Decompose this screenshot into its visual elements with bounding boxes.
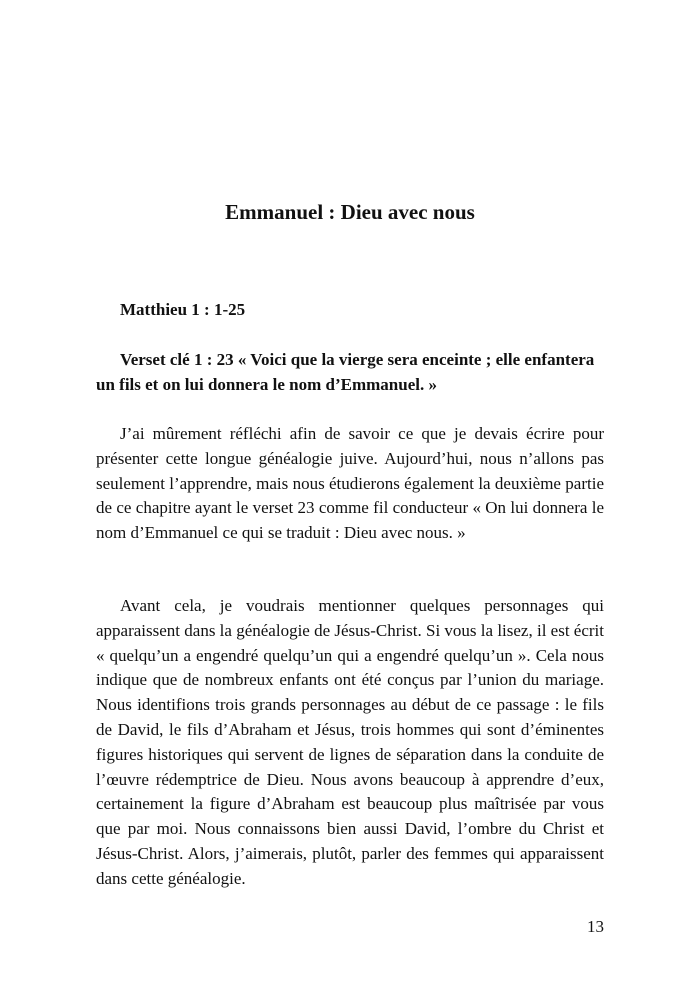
scripture-reference: Matthieu 1 : 1-25 (120, 300, 246, 319)
body-paragraph-1: J’ai mûrement réfléchi afin de savoir ce que je devais écrire pour présenter cette longue généalogie juive. Aujourd’hui, nous n’allons pas seulement l’apprendre, mais nous étudierons également la deuxième partie de ce chapitre ayant le verset 23 comme fil conducteur « On lui donnera le nom d’Emmanuel ce qui se traduit : Dieu avec nous. » (96, 424, 604, 543)
chapter-title: Emmanuel : Dieu avec nous (225, 200, 475, 224)
body-paragraph-2: Avant cela, je voudrais mentionner quelques personnages qui apparaissent dans la généalogie de Jésus-Christ. Si vous la lisez, il est écrit « quelqu’un a engendré quelqu’un qui a engendré quelqu’un ». Cela nous indique que de nombreux enfants ont été conçus par l’union du mariage. Nous identifions trois grands personnages au début de ce passage : le fils de David, le fils d’Abraham et Jésus, trois hommes qui sont d’éminentes figures historiques qui servent de lignes de séparation dans la conduite de l’œuvre rédemptrice de Dieu. Nous avons beaucoup à apprendre d’eux, certainement la figure d’Abraham est beaucoup plus maîtrisée par vous que par moi. Nous connaissons bien aussi David, l’ombre du Christ et Jésus-Christ. Alors, j’aimerais, plutôt, parler des femmes qui apparaissent dans cette généalogie. (96, 596, 604, 888)
page-number: 13 (587, 917, 604, 936)
key-verse: Verset clé 1 : 23 « Voici que la vierge sera enceinte ; elle enfantera un fils et on lui donnera le nom d’Emmanuel. » (96, 350, 595, 394)
